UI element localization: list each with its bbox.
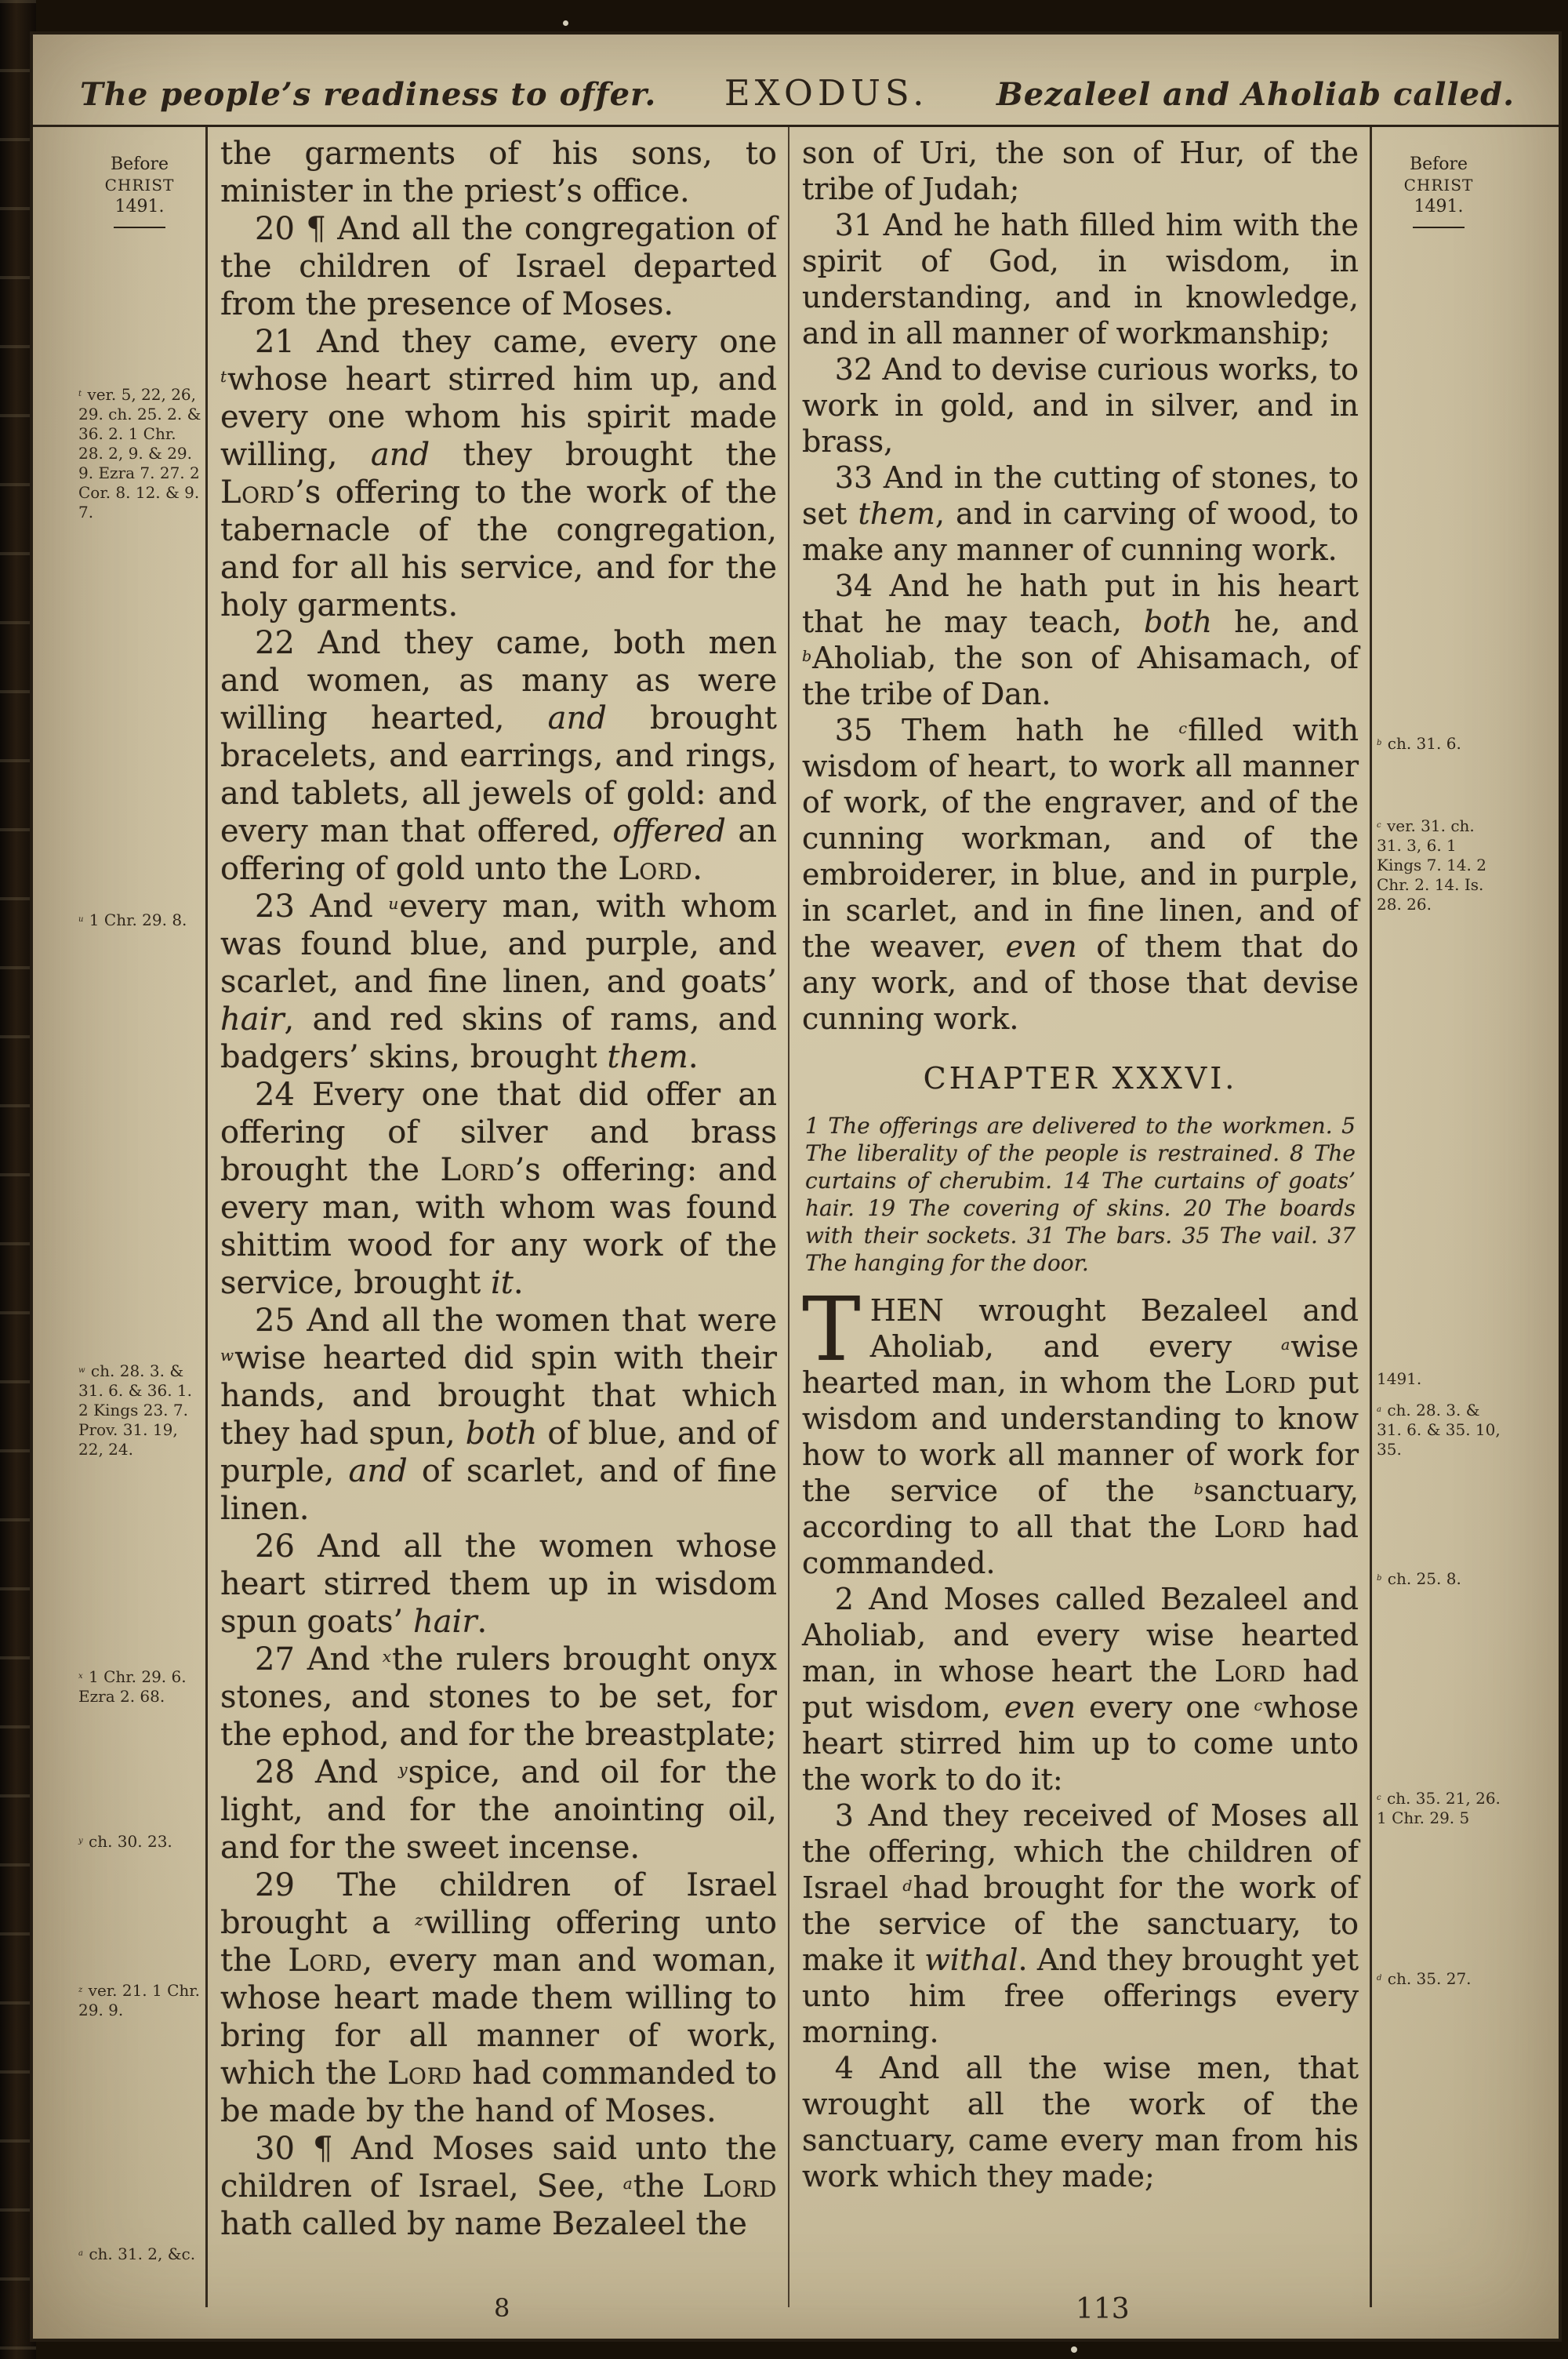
verse-paragraph: 27 And $^x$the rulers brought onyx stones, and stones to be set, for the ephod, and for the breastplate; xyxy=(220,1641,777,1753)
scanned-bible-page xyxy=(30,31,1562,2342)
margin-note: $^t$ ver. 5, 22, 26, 29. ch. 25. 2. & 36. 2. 1 Chr. 28. 2, 9. & 29. 9. Ezra 7. 27. 2 Cor. 8. 12. & 9. 7. xyxy=(78,385,201,522)
verse-paragraph: 29 The children of Israel brought a $^z$willing offering unto the Lord, every man and woman, whose heart made them willing to bring for all manner of work, which the Lord had commanded to be made by the hand of Moses. xyxy=(220,1867,778,2129)
verse-paragraph: 20 ¶ And all the congregation of the children of Israel departed from the presence of Moses. xyxy=(220,211,777,322)
chapter-summary: 1 The offerings are delivered to the workmen. 5 The liberality of the people is restrained. 8 The curtains of cherubim. 14 The curtains of goats’ hair. 19 The covering of skins. 20 The boards with their sockets. 31 The bars. 35 The vail. 37 The hanging for the door. xyxy=(805,1113,1356,1276)
page-number: 113 xyxy=(1076,2293,1130,2325)
book-title: EXODUS. xyxy=(724,72,929,114)
era-line: Before xyxy=(1409,154,1468,174)
era-line: CHRIST xyxy=(1403,176,1474,194)
verse-paragraph: 26 And all the women whose heart stirred them up in wisdom spun goats’ hair. xyxy=(220,1528,777,1640)
era-line: 1491. xyxy=(1414,197,1464,216)
margin-note: $^w$ ch. 28. 3. & 31. 6. & 36. 1. 2 Kings 23. 7. Prov. 31. 19, 22, 24. xyxy=(78,1361,193,1459)
right-margin-column xyxy=(1372,127,1505,2307)
right-text-column xyxy=(789,127,1370,2307)
left-margin-column xyxy=(74,127,205,2307)
era-line: Before xyxy=(110,154,169,174)
verse-paragraph: 32 And to devise curious works, to work in gold, and in silver, and in brass, xyxy=(802,352,1359,459)
drop-cap: T xyxy=(802,1279,861,1381)
running-head-right: Bezaleel and Aholiab called. xyxy=(996,76,1515,113)
running-head-left: The people’s readiness to offer. xyxy=(80,76,657,113)
dust-speck xyxy=(1071,2346,1077,2353)
chapter-heading: CHAPTER XXXVI. xyxy=(923,1061,1238,1096)
signature-mark: 8 xyxy=(494,2293,510,2323)
margin-note: $^c$ ver. 31. ch. 31. 3, 6. 1 Kings 7. 14. 2 Chr. 2. 14. Is. 28. 26. xyxy=(1377,816,1486,914)
verse-paragraph: the garments of his sons, to minister in the priest’s office. xyxy=(220,136,777,209)
verse-paragraph: 22 And they came, both men and women, as many as were willing hearted, and brought bracelets, and earrings, and rings, and tablets, all jewels of gold: and every man that offered, offered an offering of gold unto the Lord. xyxy=(220,625,777,887)
margin-note: $^d$ ch. 35. 27. xyxy=(1377,1969,1472,1988)
verse-paragraph: 23 And $^u$every man, with whom was found blue, and purple, and scarlet, and fine linen, and goats’ hair, and red skins of rams, and badgers’ skins, brought them. xyxy=(220,889,777,1075)
era-heading xyxy=(74,127,205,228)
margin-note: $^x$ 1 Chr. 29. 6. Ezra 2. 68. xyxy=(78,1667,187,1706)
margin-note: $^y$ ch. 30. 23. xyxy=(78,1832,172,1851)
dust-speck xyxy=(563,20,568,26)
margin-note: $^z$ ver. 21. 1 Chr. 29. 9. xyxy=(78,1981,201,2019)
margin-note: $^b$ ch. 25. 8. xyxy=(1377,1569,1461,1588)
verse-text: HEN wrought Bezaleel and Aholiab, and every $^a$wise hearted man, in whom the Lord put wisdom and understanding to know how to work all manner of work for the service of the $^b$sanctuary, according to all that the Lord had commanded. xyxy=(802,1293,1359,1580)
verse-paragraph: 28 And $^y$spice, and oil for the light, and for the anointing oil, and for the sweet incense. xyxy=(220,1754,777,1866)
era-rule xyxy=(114,227,165,228)
page-columns xyxy=(33,127,1559,2307)
verse-paragraph: 30 ¶ And Moses said unto the children of Israel, See, $^a$the Lord hath called by name Bezaleel the xyxy=(220,2131,777,2242)
verse-paragraph: 24 Every one that did offer an offering of silver and brass brought the Lord’s offering: and every man, with whom was found shittim wood for any work of the service, brought it. xyxy=(220,1077,777,1301)
margin-note: $^u$ 1 Chr. 29. 8. xyxy=(78,911,187,929)
page-footer xyxy=(33,2293,1559,2329)
era-line: CHRIST xyxy=(104,176,175,194)
verse-paragraph xyxy=(802,1279,1359,1581)
margin-note: $^b$ ch. 31. 6. xyxy=(1377,734,1461,753)
era-heading xyxy=(1372,127,1505,228)
verse-paragraph: 21 And they came, every one $^t$whose heart stirred him up, and every one whom his spirit made willing, and they brought the Lord’s offering to the work of the tabernacle of the congregation, and for all his service, and for the holy garments. xyxy=(220,324,777,623)
verse-paragraph: son of Uri, the son of Hur, of the tribe of Judah; xyxy=(802,136,1359,206)
era-rule xyxy=(1413,227,1465,228)
verse-paragraph: 31 And he hath filled him with the spirit of God, in wisdom, in understanding, and in knowledge, and in all manner of workmanship; xyxy=(802,208,1359,351)
verse-paragraph: 2 And Moses called Bezaleel and Aholiab, and every wise hearted man, in whose heart the Lord had put wisdom, even every one $^c$whose heart stirred him up to come unto the work to do it: xyxy=(802,1582,1359,1797)
verse-paragraph: 25 And all the women that were $^w$wise hearted did spin with their hands, and brought that which they had spun, both of blue, and of purple, and of scarlet, and of fine linen. xyxy=(220,1303,777,1527)
margin-note: $^c$ ch. 35. 21, 26. 1 Chr. 29. 5 xyxy=(1377,1789,1501,1827)
margin-note: $^a$ ch. 28. 3. & 31. 6. & 35. 10, 35. xyxy=(1377,1401,1501,1459)
margin-note: 1491. xyxy=(1377,1369,1422,1388)
margin-note: $^a$ ch. 31. 2, &c. xyxy=(78,2245,196,2263)
verse-paragraph: 3 And they received of Moses all the offering, which the children of Israel $^d$had brought for the work of the service of the sanctuary, to make it withal. And they brought yet unto him free offerings every morning. xyxy=(802,1798,1359,2049)
verse-paragraph: 35 Them hath he $^c$filled with wisdom of heart, to work all manner of work, of the engraver, and of the cunning workman, and of the embroiderer, in blue, and in purple, in scarlet, and in fine linen, and of the weaver, even of them that do any work, and of those that devise cunning work. xyxy=(802,713,1359,1036)
verse-paragraph: 33 And in the cutting of stones, to set them, and in carving of wood, to make any manner of cunning work. xyxy=(802,460,1359,567)
era-line: 1491. xyxy=(114,197,165,216)
running-head xyxy=(33,35,1559,125)
verse-paragraph: 34 And he hath put in his heart that he may teach, both he, and $^b$Aholiab, the son of Ahisamach, of the tribe of Dan. xyxy=(802,569,1359,711)
left-text-column xyxy=(208,127,788,2307)
verse-paragraph: 4 And all the wise men, that wrought all the work of the sanctuary, came every man from his work which they made; xyxy=(802,2051,1359,2194)
